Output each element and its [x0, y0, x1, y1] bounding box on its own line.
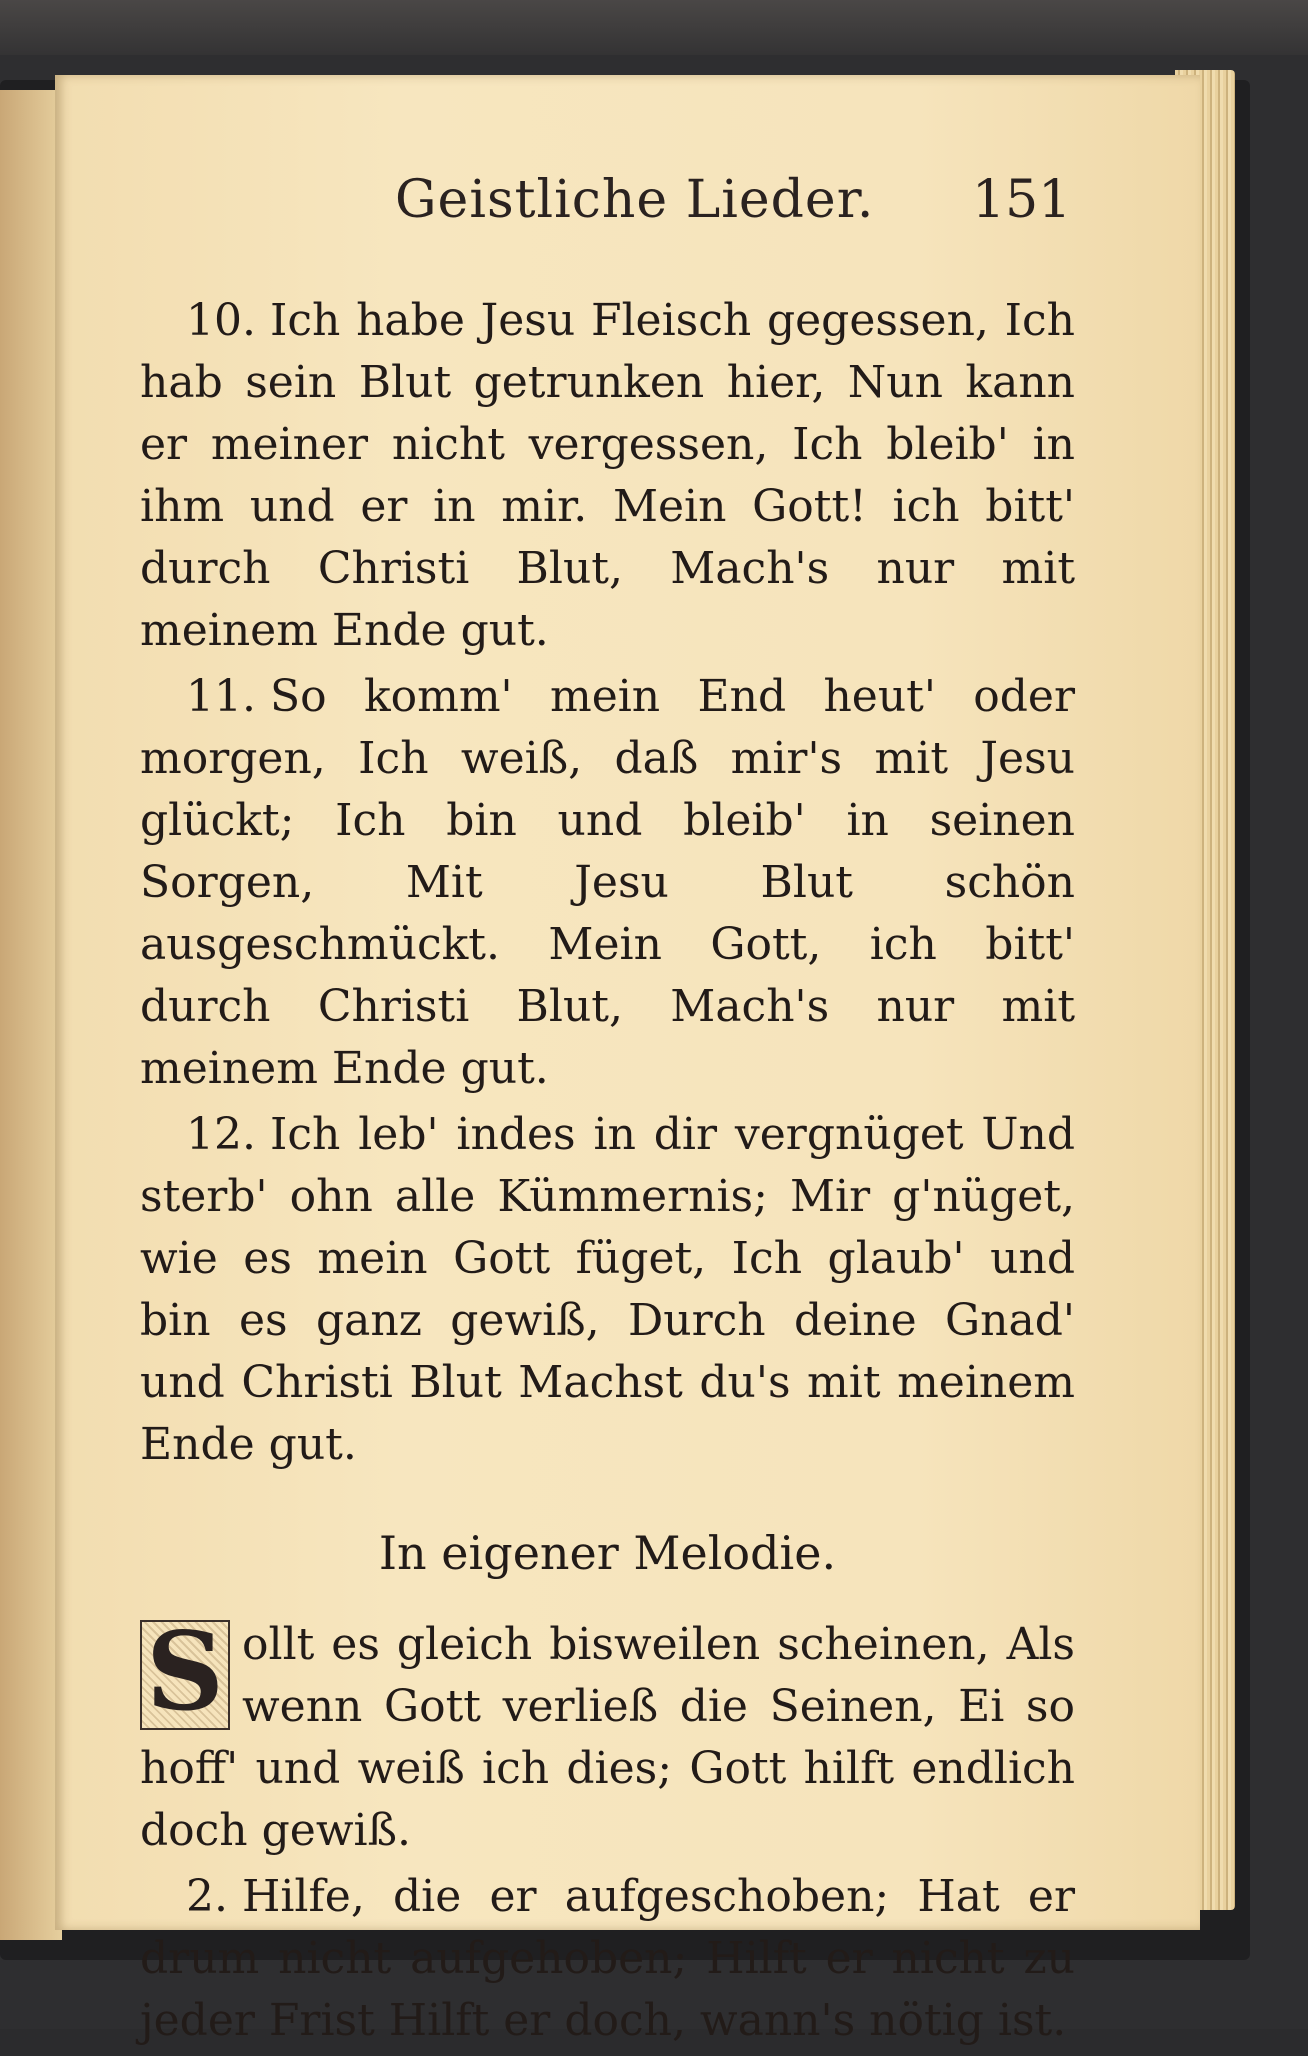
dropcap-initial: S	[140, 1620, 230, 1730]
section-title: In eigener Melodie.	[378, 1526, 837, 1580]
verse-10	[140, 290, 1075, 662]
text-block	[140, 290, 1075, 2056]
verse-text: Hilfe, die er aufgeschoben; Hat er drum nicht aufgehoben; Hilft er nicht zu jeder Frist Hilft er doch, wann's nötig ist.	[140, 1871, 1075, 2046]
hymn-verse-2	[140, 1866, 1075, 2052]
hymn-verse-1	[140, 1609, 1075, 1862]
facing-page-edge	[0, 90, 62, 1940]
page-number: 151	[972, 170, 1072, 230]
verse-text: So komm' mein End heut' oder morgen, Ich weiß, daß mir's mit Jesu glückt; Ich bin und bleib' in seinen Sorgen, Mit Jesu Blut schön ausgeschmückt. Mein Gott, ich bitt' durch Christi Blut, Mach's nur mit meinem Ende gut.	[140, 671, 1075, 1094]
verse-number: 11.	[186, 671, 256, 722]
running-head: Geistliche Lieder.	[395, 170, 875, 230]
verse-12	[140, 1104, 1075, 1476]
verse-number: 12.	[186, 1109, 256, 1160]
verse-number: 10.	[186, 295, 256, 346]
verse-text: Ich leb' indes in dir vergnüget Und sterb' ohn alle Kümmernis; Mir g'nüget, wie es mein Gott füget, Ich glaub' und bin es ganz gewiß, Durch deine Gnad' und Christi Blut Machst du's mit meinem Ende gut.	[140, 1109, 1075, 1470]
verse-11	[140, 666, 1075, 1100]
verse-text: Ich habe Jesu Fleisch gegessen, Ich hab sein Blut getrunken hier, Nun kann er meiner nicht vergessen, Ich bleib' in ihm und er in mir. Mein Gott! ich bitt' durch Christi Blut, Mach's nur mit meinem Ende gut.	[140, 295, 1075, 656]
verse-text: ollt es gleich bisweilen scheinen, Als wenn Gott verließ die Seinen, Ei so hoff' und weiß ich dies; Gott hilft endlich doch gewiß.	[140, 1619, 1075, 1856]
verse-number: 2.	[186, 1871, 228, 1922]
